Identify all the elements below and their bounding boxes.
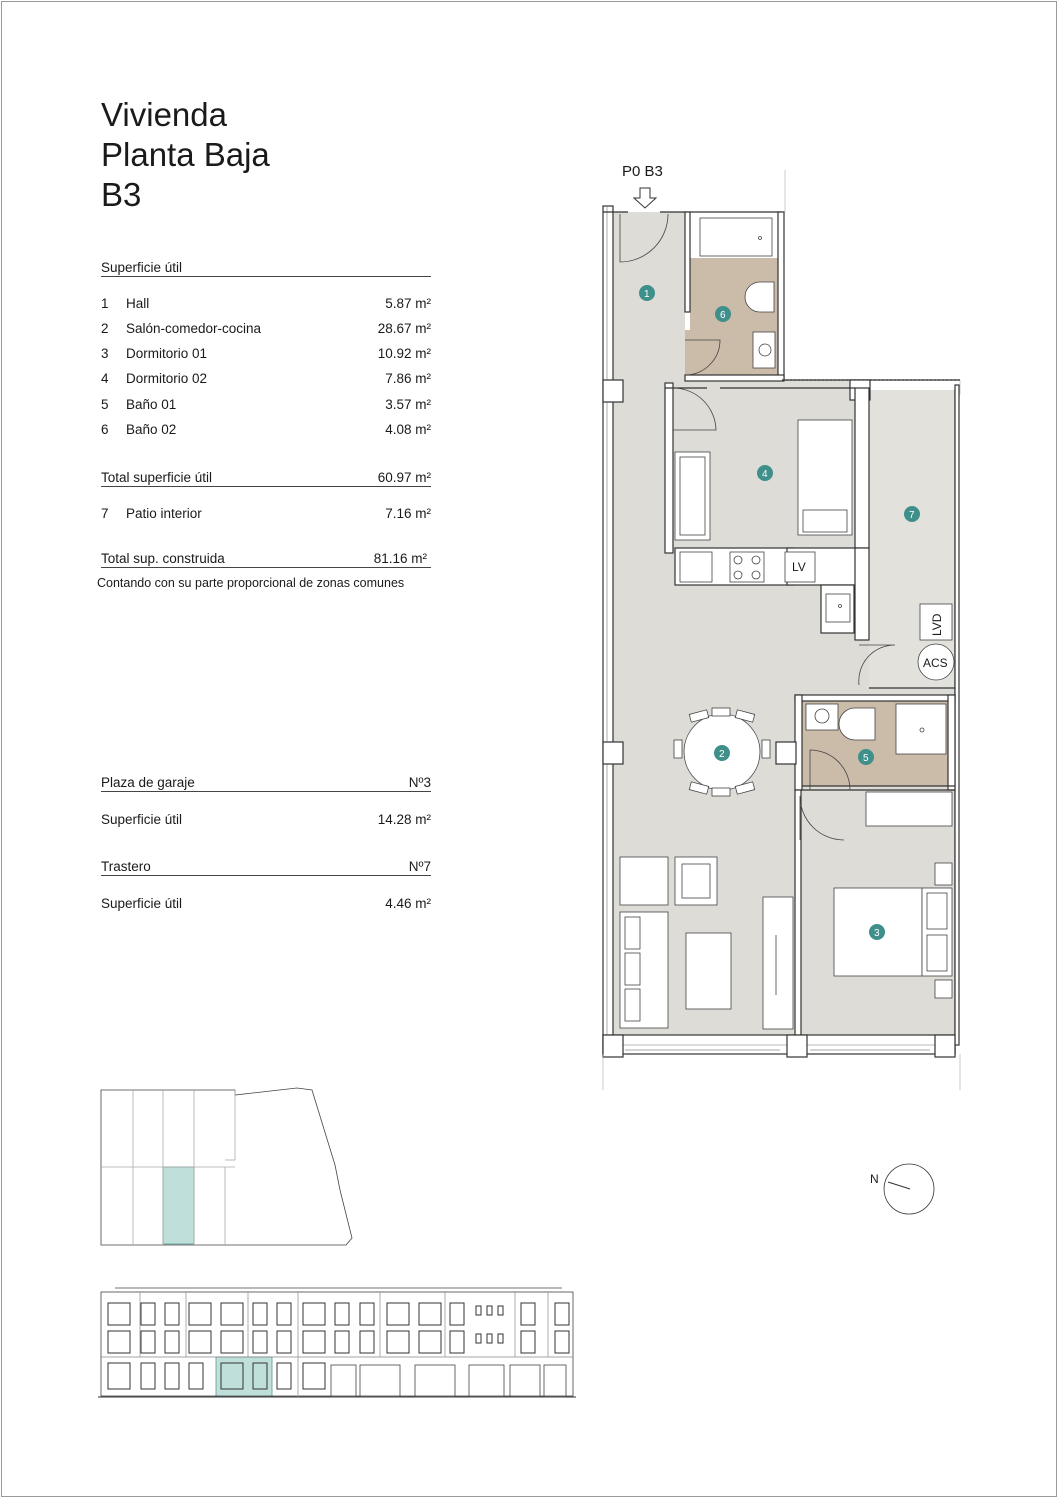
- compass-n: N: [870, 1172, 879, 1186]
- room-name: Salón-comedor-cocina: [126, 321, 262, 336]
- coffee-table: [686, 933, 731, 1009]
- marker-5: 5: [863, 753, 869, 764]
- room-number: 6: [101, 422, 109, 437]
- total-useful-label: Total superficie útil: [101, 470, 213, 485]
- tv-unit: [763, 897, 793, 1029]
- acs-label: [923, 656, 948, 670]
- marker-4: 4: [762, 469, 768, 480]
- room-area: 10.92 m²: [377, 346, 431, 361]
- room-name: Dormitorio 01: [126, 346, 208, 361]
- marker-6: 6: [720, 310, 726, 321]
- patio-floor: [869, 390, 955, 688]
- room-area: 4.08 m²: [385, 422, 431, 437]
- wardrobe-2: [866, 792, 952, 826]
- lv-text: LV: [792, 560, 806, 574]
- acs-text: ACS: [923, 656, 948, 670]
- marker-2: 2: [719, 749, 725, 760]
- room-area: 7.86 m²: [385, 371, 431, 386]
- room-area: 5.87 m²: [385, 296, 431, 311]
- storage-area-label: Superficie útil: [101, 896, 183, 911]
- marker-1: 1: [644, 289, 650, 300]
- room-number: 2: [101, 321, 109, 336]
- patio-area: 7.16 m²: [385, 506, 431, 521]
- hall-floor: [613, 212, 685, 392]
- room-area: 3.57 m²: [385, 397, 431, 412]
- garage-area-value: 14.28 m²: [377, 812, 431, 827]
- total-built-value: 81.16 m²: [373, 551, 427, 566]
- entry-arrow-icon: [634, 188, 656, 208]
- nightstand-1: [935, 863, 952, 885]
- room-name: Dormitorio 02: [126, 371, 208, 386]
- toilet-2: [839, 708, 875, 740]
- garage-number: Nº3: [408, 775, 431, 790]
- total-useful-value: 60.97 m²: [377, 470, 431, 485]
- key-plan: [101, 1088, 352, 1245]
- lvd-label: [930, 613, 944, 636]
- sink: [826, 594, 850, 622]
- lvd-text: LVD: [930, 613, 944, 636]
- marker-3: 3: [874, 928, 880, 939]
- garage-area-label: Superficie útil: [101, 812, 183, 827]
- armchair-1: [620, 857, 668, 905]
- patio-name: Patio interior: [126, 506, 202, 521]
- room-number: 5: [101, 397, 109, 412]
- nightstand-2: [935, 980, 952, 998]
- patio-number: 7: [101, 506, 109, 521]
- key-plan-highlight: [163, 1167, 194, 1244]
- building-elevation: [98, 1288, 576, 1397]
- garage-label: Plaza de garaje: [101, 775, 195, 790]
- storage-area-value: 4.46 m²: [385, 896, 431, 911]
- north-compass: [870, 1164, 934, 1214]
- storage-number: Nº7: [408, 859, 431, 874]
- room-number: 3: [101, 346, 109, 361]
- storage-label: Trastero: [101, 859, 151, 874]
- lv-label: [792, 560, 806, 574]
- marker-7: 7: [909, 510, 915, 521]
- room-name: Baño 02: [126, 422, 177, 437]
- room-name: Baño 01: [126, 397, 177, 412]
- kitchen-counter: [680, 552, 712, 582]
- toilet: [745, 282, 774, 312]
- total-built-label: Total sup. construida: [101, 551, 225, 566]
- title-line-2: Planta Baja: [101, 136, 270, 173]
- room-area: 28.67 m²: [377, 321, 431, 336]
- room-number: 4: [101, 371, 109, 386]
- room-number: 1: [101, 296, 109, 311]
- surface-heading-label: Superficie útil: [101, 260, 183, 275]
- title-line-1: Vivienda: [101, 96, 227, 133]
- room-name: Hall: [126, 296, 150, 311]
- title-line-3: B3: [101, 176, 142, 213]
- unit-label: P0 B3: [622, 163, 663, 180]
- common-areas-note: Contando con su parte proporcional de zonas comunes: [97, 576, 405, 590]
